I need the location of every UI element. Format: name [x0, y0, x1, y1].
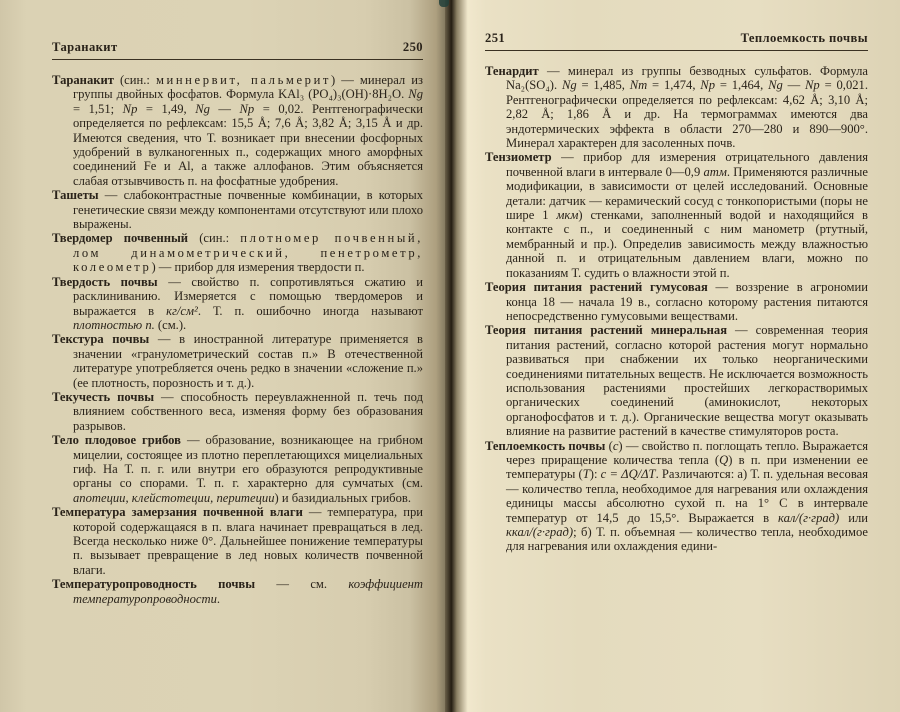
entry-text-segment: Np: [700, 78, 715, 93]
dictionary-entry: [52, 73, 423, 188]
dictionary-entry: [485, 64, 868, 150]
entry-text-segment: = 1,49,: [137, 101, 196, 116]
entry-term: Температуропроводность почвы: [52, 577, 256, 592]
dictionary-entry: [52, 188, 423, 231]
entry-text-segment: ккал/(г·град): [506, 525, 574, 539]
header-rule-left: [52, 59, 423, 60]
entry-text-segment: — прибор для измерения отрицательного давления почвенной влаги в интервале 0—0,9: [506, 150, 868, 179]
page-right: [445, 0, 900, 712]
entry-text-segment: Np: [239, 101, 255, 116]
running-head-right: Теплоемкость почвы: [740, 31, 868, 45]
entry-text-segment: . Различаются: а) Т. п. удельная весовая — количество тепла, необходимое для нагревания или охлаждения единицы массы абсолютно сухой п. на 1° C в интервале температур от 14,5 до 15,5°. Выражается в: [506, 467, 868, 525]
entry-text-segment: коэффициент температуропроводности: [73, 577, 424, 606]
entry-text-segment: апотеции, клейстотеции, перитеции: [73, 490, 275, 505]
entry-text-segment: c = ΔQ/ΔT: [600, 467, 656, 482]
entry-text-segment: кг/см²: [166, 303, 198, 318]
entry-text-segment: ) — минерал из группы двойных фосфатов. Формула KAl₃ (PO₄)₃(OH)·8H₂O.: [73, 73, 423, 102]
running-head-left: Таранакит: [52, 40, 118, 54]
dictionary-entry: [52, 231, 423, 274]
entry-text-segment: ):: [589, 467, 601, 482]
entry-text-segment: = 0,02. Рентгенографически определяется по рефлексам: 15,5 Å; 7,6 Å; 3,82 Å; 3,15 Å и др. Имеются сведения, что Т. возникает при внесении фосфорных удобрений в вулканогенных п., содержащих много аморфных соединений Fe и Al, а также аллофанов. Этим объясняется слабая отзывчивость п. на фосфатные удобрения.: [73, 101, 423, 188]
entry-text-segment: = 0,021. Рентгенографически определяется по рефлексам: 4,62 Å; 3,10 Å; 2,82 Å; 1,86 Å и др. На термограммах имеются два эндотермических эффекта в области 270—280 и 890—900°. Минерал характерен для засоленных почв.: [506, 78, 868, 151]
entry-term: Текстура почвы: [52, 332, 150, 347]
entry-text-segment: атм: [703, 164, 727, 179]
entry-text-segment: — в иностранной литературе применяется в значении «гранулометрический состав п.» В отечественной литературе употребляется очень редко в значении «сложение п.» (ее плотность, порозность и т. д.).: [73, 332, 423, 390]
entry-text-segment: — способность переувлажненной п. течь под влиянием собственного веса, изменяя форму без образования разрывов.: [73, 389, 423, 433]
entry-text-segment: Np: [122, 101, 138, 116]
page-number-right: 251: [485, 31, 506, 45]
page-left: [0, 0, 445, 712]
entry-text-segment: — слабоконтрастные почвенные комбинации, в которых генетические связи между компонентами отсутствуют или плохо выражены.: [73, 188, 423, 232]
entries-right: [485, 64, 868, 554]
entry-text-segment: (син.:: [188, 231, 241, 246]
entry-text-segment: —: [782, 78, 806, 93]
entry-term: Тенардит: [485, 64, 539, 78]
entry-text-segment: Ng: [408, 87, 423, 102]
entries-left: [52, 73, 423, 606]
entry-term: Таранакит: [52, 73, 114, 87]
entry-text-segment: Q: [719, 452, 729, 467]
entry-term: Теория питания растений гумусовая: [485, 280, 708, 295]
entry-text-segment: = 1,464,: [715, 78, 769, 93]
entry-text-segment: Ng: [768, 78, 783, 93]
entry-text-segment: — минерал из группы безводных сульфатов. Формула Na₂(SO₄).: [506, 64, 868, 93]
entry-text-segment: — свойство п. сопротивляться сжатию и расклиниванию. Измеряется с помощью твердомеров и выражается в: [73, 274, 423, 318]
entry-text-segment: ) стенками, заполненный водой и находящийся в контакте с п., и соединенный с ним манометр (ртутный, мембранный и пр.). Определив зависимость между влажностью данной п. и отрицательным давлением влаги, можно по показаниям Т. судить о влажности этой п.: [506, 208, 868, 280]
entry-text-segment: T: [582, 467, 590, 482]
entry-text-segment: = 1,485,: [576, 78, 630, 93]
page-number-left: 250: [402, 40, 423, 54]
entry-text-segment: Np: [805, 78, 820, 93]
entry-term: Теория питания растений минеральная: [485, 323, 728, 338]
header-rule-right: [485, 50, 868, 51]
dictionary-entry: [485, 439, 868, 554]
entry-text-segment: .: [216, 591, 221, 606]
entry-text-segment: ) и базидиальных грибов.: [274, 490, 411, 505]
dictionary-entry: [52, 505, 423, 577]
entry-text-segment: или: [839, 510, 869, 525]
dictionary-entry: [52, 275, 423, 333]
dictionary-entry: [52, 577, 423, 606]
dictionary-entry: [52, 332, 423, 390]
page-header-left: [52, 40, 423, 55]
entry-text-segment: миннервит, пальмерит: [155, 73, 332, 87]
entry-text-segment: — воззрение в агрономии конца 18 — начала 19 в., согласно которому растения питаются непосредственно гумусовыми веществами.: [506, 280, 868, 323]
entry-text-segment: (: [605, 438, 613, 453]
dictionary-entry: [52, 390, 423, 433]
entry-text-segment: ) — прибор для измерения твердости п.: [151, 260, 365, 275]
entry-term: Теплоемкость почвы: [485, 438, 606, 453]
entry-text-segment: кал/(г·град): [778, 510, 840, 525]
entry-text-segment: — современная теория питания растений, согласно которой растения могут нормально развиваться при снабжении их только неорганическими соединениями питательных веществ. Не исключается возможность использования растениями простейших легкорастворимых органических соединений (аминокислот, некоторых органофосфатов и т. д.). Органические вещества могут оказывать влияние на развитие растений в качестве стимуляторов роста.: [506, 323, 869, 439]
entry-text-segment: мкм: [556, 208, 579, 223]
entry-text-segment: (син.:: [113, 73, 156, 87]
entry-text-segment: ) в п. при изменении ее температуры (: [506, 452, 868, 482]
entry-term: Тело плодовое грибов: [52, 433, 181, 448]
entry-term: Твердомер почвенный: [52, 231, 189, 246]
entry-text-segment: ; б) Т. п. объемная — количество тепла, необходимое для нагревания или охлаждения едини-: [506, 525, 868, 554]
entry-text-segment: (см.).: [154, 317, 187, 332]
entry-term: Текучесть почвы: [52, 389, 155, 404]
entry-text-segment: Ng: [195, 101, 210, 116]
entry-text-segment: плотностью п.: [73, 317, 155, 332]
entry-text-segment: ) — свойство п. поглощать тепло. Выражается через приращение количества тепла (: [506, 438, 869, 467]
entry-text-segment: — см.: [255, 577, 349, 592]
entry-text-segment: Ng: [561, 78, 577, 93]
entry-term: Ташеты: [52, 188, 99, 203]
entry-text-segment: — образование, возникающее на грибном мицелии, состоящее из плотно переплетающихся мицелиальных гиф. На Т. п. г. или внутри его образуются репродуктивные органы со спорами. Т. п. г. характерно для сумчатых (см.: [73, 433, 423, 491]
entry-text-segment: = 1,51;: [73, 101, 123, 116]
dictionary-entry: [485, 280, 868, 323]
entry-term: Температура замерзания почвенной влаги: [52, 505, 303, 520]
entry-text-segment: —: [209, 101, 240, 116]
entry-term: Твердость почвы: [52, 274, 158, 289]
entry-text-segment: — температура, при которой содержащаяся в п. влага начинает превращаться в лед. Всегда несколько ниже 0°. Дальнейшее понижение температуры п. вызывает превращение в лед новых количеств почвенной влаги.: [73, 505, 423, 577]
gutter-scan-artifact: [439, 0, 449, 7]
dictionary-entry: [485, 323, 868, 438]
entry-text-segment: плотномер почвенный, лом динамометрический, пенетрометр, колеометр: [73, 231, 424, 275]
entry-text-segment: Nm: [629, 78, 648, 93]
dictionary-entry: [485, 150, 868, 280]
entry-text-segment: с: [612, 438, 619, 453]
entry-text-segment: = 1,474,: [647, 78, 701, 93]
entry-text-segment: . Применяются различные модификации, в зависимости от целей исследований. Основные детали: датчик — керамический сосуд с тонкопористыми (поры не шире 1: [506, 164, 868, 223]
page-header-right: [485, 31, 868, 46]
entry-text-segment: . Т. п. ошибочно иногда называют: [197, 303, 423, 318]
entry-term: Тензиометр: [485, 150, 552, 165]
dictionary-entry: [52, 433, 423, 505]
